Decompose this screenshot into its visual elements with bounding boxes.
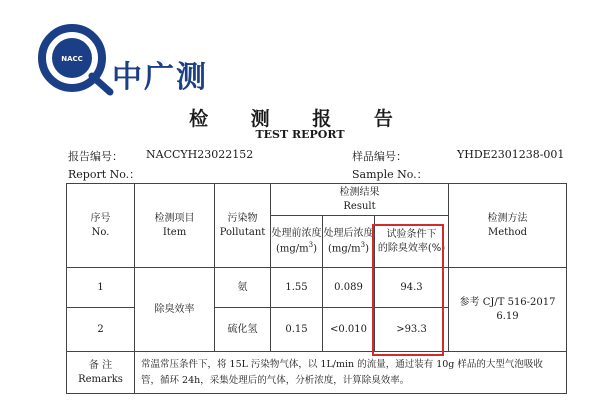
- rate-value: >93.3: [375, 308, 449, 352]
- header-result: 检测结果 Result: [271, 184, 449, 216]
- report-no-row: [68, 148, 254, 164]
- remarks-text: 常温常压条件下，将 15L 污染物气体，以 1L/min 的流量，通过装有 10g 样品的大型气泡吸收管，循环 24h，采集处理后的气体，分析浓度，计算除臭效率。: [135, 352, 567, 394]
- method-value: 参考 CJ/T 516-2017 6.19: [449, 268, 567, 352]
- test-result-table: [66, 183, 567, 394]
- sample-no-value: YHDE2301238-001: [457, 148, 565, 161]
- sample-no-row: [352, 148, 565, 164]
- report-no-label-en: Report No.：: [68, 168, 141, 181]
- header-method: 检测方法 Method: [449, 184, 567, 268]
- rate-value: 94.3: [375, 268, 449, 308]
- sample-no-label-en: Sample No.：: [352, 168, 428, 181]
- row-no: 2: [67, 308, 135, 352]
- pollutant-value: 氨: [215, 268, 271, 308]
- report-title-en: TEST REPORT: [255, 128, 345, 141]
- header-no: 序号 No.: [67, 184, 135, 268]
- subheader-before: 处理前浓度 $(mg/m^3)$: [271, 216, 323, 268]
- brand-name: 中广测: [112, 60, 208, 95]
- remarks-label: 备 注 Remarks: [67, 352, 135, 394]
- pollutant-value: 硫化氢: [215, 308, 271, 352]
- row-no: 1: [67, 268, 135, 308]
- after-value: <0.010: [323, 308, 375, 352]
- report-no-value: NACCYH23022152: [146, 148, 254, 161]
- subheader-rate: 试验条件下 的除臭效率(%): [375, 216, 449, 268]
- item-value: 除臭效率: [135, 268, 215, 352]
- report-no-label-cn: 报告编号：: [68, 150, 123, 163]
- nacc-logo-icon: [30, 18, 120, 98]
- before-value: 0.15: [271, 308, 323, 352]
- header-item: 检测项目 Item: [135, 184, 215, 268]
- sample-no-label-cn: 样品编号：: [352, 150, 407, 163]
- table-row: [67, 268, 567, 308]
- subheader-after: 处理后浓度 $(mg/m^3)$: [323, 216, 375, 268]
- before-value: 1.55: [271, 268, 323, 308]
- logo-badge-text: NACC: [61, 55, 83, 63]
- report-title-cn: 检 测 报 告: [189, 108, 411, 130]
- header-pollutant: 污染物 Pollutant: [215, 184, 271, 268]
- after-value: 0.089: [323, 268, 375, 308]
